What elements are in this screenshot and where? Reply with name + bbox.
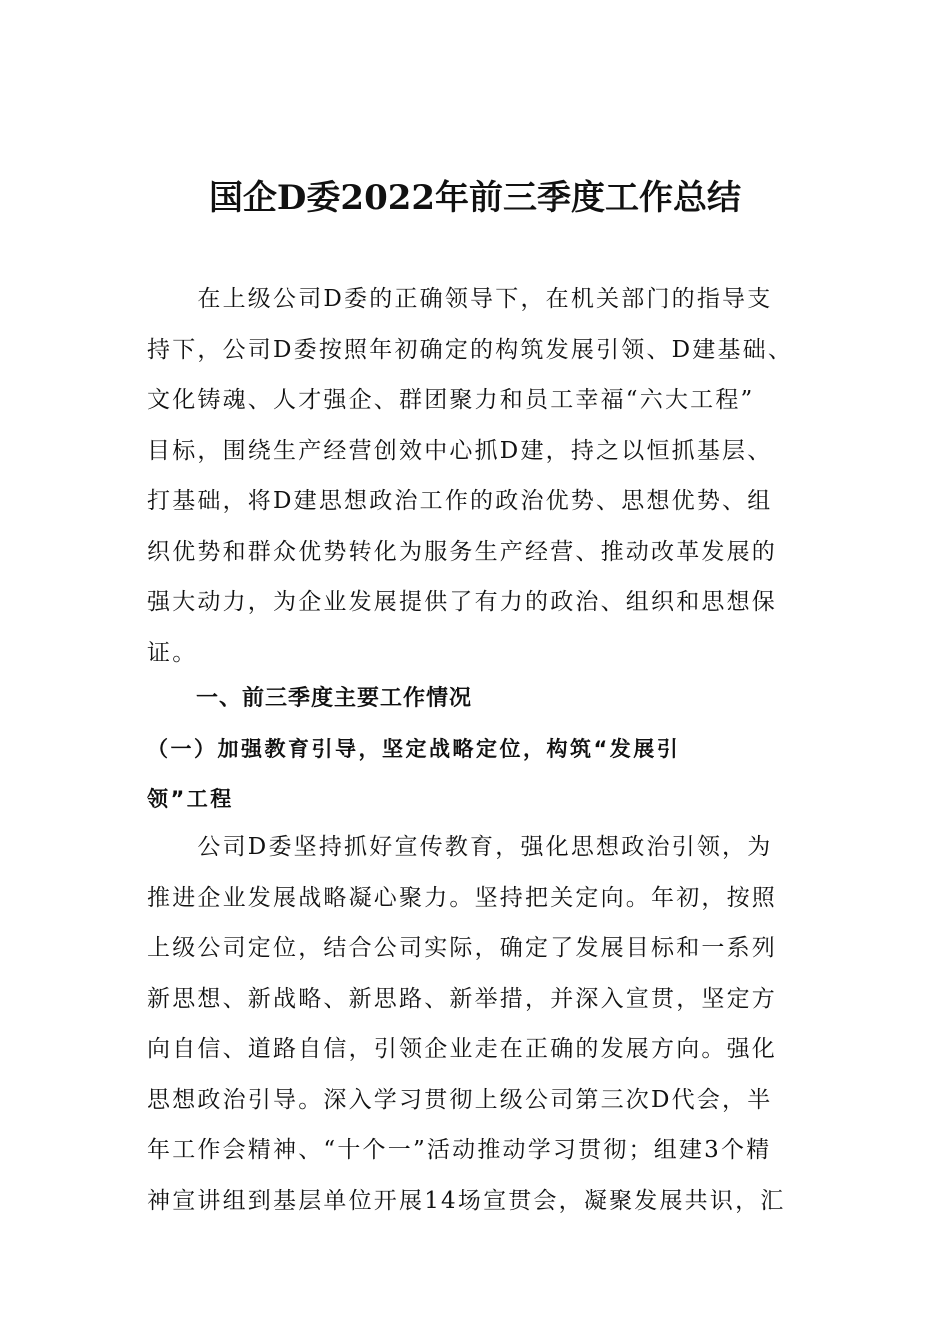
section-body-paragraph (147, 822, 807, 1226)
paragraph-line: 推进企业发展战略凝心聚力。坚持把关定向。年初，按照 (147, 884, 777, 911)
paragraph-line: 打基础，将D建思想政治工作的政治优势、思想优势、组 (147, 488, 773, 514)
paragraph-line: 文化铸魂、人才强企、群团聚力和员工幸福“六大工程” (147, 387, 755, 413)
paragraph-line: 神宣讲组到基层单位开展14场宣贯会，凝聚发展共识，汇 (147, 1187, 786, 1214)
subsection-heading (147, 724, 807, 824)
paragraph-line: 证。 (147, 639, 198, 666)
subsection-heading-line: 领”工程 (147, 787, 234, 811)
paragraph-line: 持下，公司D委按照年初确定的构筑发展引领、D建基础、 (147, 336, 794, 363)
paragraph-line: 向自信、道路自信，引领企业走在正确的发展方向。强化 (147, 1036, 777, 1062)
document-title: 国企D委2022年前三季度工作总结 (208, 178, 742, 218)
paragraph-line: 目标，围绕生产经营创效中心抓D建，持之以恒抓基层、 (147, 437, 773, 464)
intro-paragraph (147, 274, 807, 678)
subsection-heading-line: （一）加强教育引导，坚定战略定位，构筑“发展引 (147, 737, 681, 761)
paragraph-line: 上级公司定位，结合公司实际，确定了发展目标和一系列 (147, 935, 777, 961)
paragraph-line: 年工作会精神、“十个一”活动推动学习贯彻；组建3个精 (147, 1137, 772, 1163)
paragraph-line: 新思想、新战略、新思路、新举措，并深入宣贯，坚定方 (147, 985, 777, 1012)
paragraph-line: 织优势和群众优势转化为服务生产经营、推动改革发展的 (147, 538, 777, 565)
paragraph-line: 在上级公司D委的正确领导下，在机关部门的指导支 (147, 286, 773, 312)
paragraph-line: 公司D委坚持抓好宣传教育，强化思想政治引领，为 (147, 834, 773, 860)
paragraph-line: 强大动力，为企业发展提供了有力的政治、组织和思想保 (147, 589, 777, 615)
section-heading: 一、前三季度主要工作情况 (196, 686, 473, 711)
paragraph-line: 思想政治引导。深入学习贯彻上级公司第三次D代会，半 (147, 1086, 773, 1113)
